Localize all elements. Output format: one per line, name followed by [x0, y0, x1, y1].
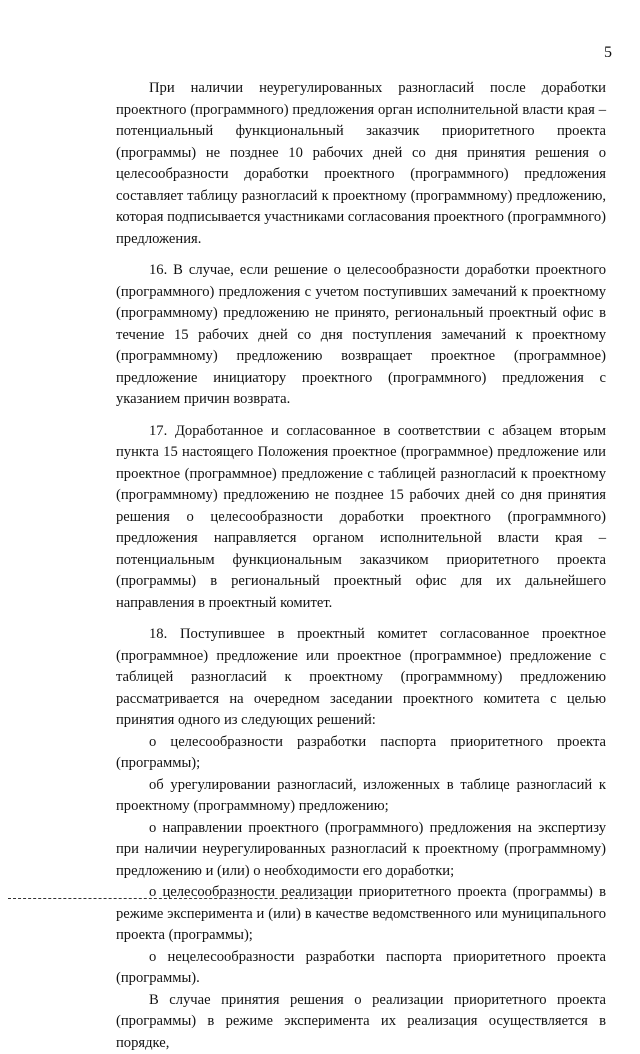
paragraph-p18a: о целесообразности разработки паспорта приоритетного проекта (программы);: [116, 732, 606, 775]
paragraph-p18: 18. Поступившее в проектный комитет согласованное проектное (программное) предложение или проектное (программное) предложение с таблицей разногласий к проектному (программному) предложению рассматривается на очередном заседании проектного комитета с целью принятия одного из следующих решений:: [116, 624, 606, 732]
footer-dashed-line: [8, 898, 348, 899]
paragraph-p18d: о целесообразности реализации приоритетного проекта (программы) в режиме эксперимента и (или) в качестве ведомственного или муниципального проекта (программы);: [116, 882, 606, 947]
paragraph-p18f: В случае принятия решения о реализации приоритетного проекта (программы) в режиме эксперимента их реализация осуществляется в порядке,: [116, 990, 606, 1054]
page-number: 5: [604, 44, 612, 62]
paragraph-p18e: о нецелесообразности разработки паспорта приоритетного проекта (программы).: [116, 947, 606, 990]
paragraph-p16: 16. В случае, если решение о целесообразности доработки проектного (программного) предложения с учетом поступивших замечаний к проектному (программному) предложению не принято, региональный проектный офис в течение 15 рабочих дней со дня поступления замечаний к проектному (программному) предложению возвращает проектное (программное) предложение инициатору проектного (программного) предложения с указанием причин возврата.: [116, 260, 606, 411]
paragraph-p18b: об урегулировании разногласий, изложенных в таблице разногласий к проектному (программному) предложению;: [116, 775, 606, 818]
paragraph-p1: При наличии неурегулированных разногласий после доработки проектного (программного) предложения орган исполнительной власти края – потенциальный функциональный заказчик приоритетного проекта (программы) не позднее 10 рабочих дней со дня принятия решения о целесообразности доработки проектного (программного) предложения составляет таблицу разногласий к проектному (программному) предложению, которая подписывается участниками согласования проектного (программного) предложения.: [116, 78, 606, 250]
document-body: [116, 78, 606, 1054]
paragraph-p18c: о направлении проектного (программного) предложения на экспертизу при наличии неурегулированных разногласий к проектному (программному) предложению и (или) о необходимости его доработки;: [116, 818, 606, 883]
paragraph-p17: 17. Доработанное и согласованное в соответствии с абзацем вторым пункта 15 настоящего Положения проектное (программное) предложение или проектное (программное) предложение с таблицей разногласий к проектному (программному) предложению не позднее 15 рабочих дней со дня принятия решения о целесообразности доработки проектного (программного) предложения направляется органом исполнительной власти края – потенциальным функциональным заказчиком приоритетного проекта (программы) в региональный проектный офис для их дальнейшего направления в проектный комитет.: [116, 421, 606, 615]
